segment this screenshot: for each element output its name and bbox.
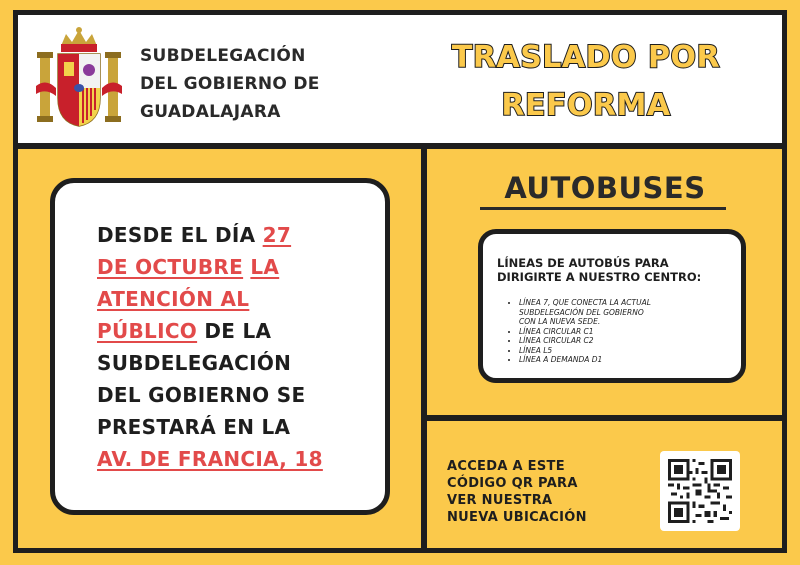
notice-highlight-a: ATENCIÓN AL bbox=[97, 287, 250, 311]
notice-part1: DESDE EL DÍA bbox=[97, 223, 263, 247]
notice-line-5: SUBDELEGACIÓN bbox=[97, 351, 292, 375]
notice-card bbox=[50, 178, 390, 515]
agency-line-1: SUBDELEGACIÓN bbox=[140, 46, 306, 66]
notice-text bbox=[97, 219, 367, 475]
bus-line-item bbox=[519, 298, 733, 327]
notice-article: LA bbox=[250, 255, 280, 279]
bus-line-item bbox=[519, 327, 733, 337]
bus-line-7-text-2: SUBDELEGACIÓN DEL GOBIERNO bbox=[519, 307, 644, 317]
buses-title: AUTOBUSES bbox=[504, 171, 706, 205]
qr-instructions bbox=[447, 458, 647, 526]
bus-line-c1: • LÍNEA CIRCULAR C1 bbox=[519, 326, 594, 336]
bus-heading-line-1: LÍNEAS DE AUTOBÚS PARA bbox=[497, 256, 669, 270]
bus-line-item bbox=[519, 346, 733, 356]
qr-line-4: NUEVA UBICACIÓN bbox=[447, 510, 587, 525]
bus-line-c2: • LÍNEA CIRCULAR C2 bbox=[519, 336, 594, 345]
bus-line-l5: • LÍNEA L5 bbox=[519, 345, 553, 355]
bus-line-7-text-3: CON LA NUEVA SEDE. bbox=[519, 317, 601, 326]
qr-line-3: VER NUESTRA bbox=[447, 493, 553, 508]
notice-line-3 bbox=[97, 283, 367, 315]
notice-date-month: DE OCTUBRE bbox=[97, 255, 244, 279]
bus-line-7-text-1: • LÍNEA 7, QUE CONECTA LA ACTUAL bbox=[519, 298, 651, 307]
poster-title bbox=[396, 34, 776, 130]
qr-code[interactable] bbox=[660, 451, 740, 531]
notice-line-8 bbox=[97, 443, 367, 475]
bus-line-item bbox=[519, 355, 733, 365]
divider-vertical bbox=[421, 147, 427, 553]
title-line-2: REFORMA bbox=[501, 88, 671, 123]
notice-line-6: DEL GOBIERNO SE bbox=[97, 383, 306, 407]
divider-horizontal-right bbox=[421, 415, 787, 421]
coat-of-arms-icon bbox=[34, 26, 124, 132]
bus-line-item bbox=[519, 336, 733, 346]
bus-line-d1: • LÍNEA A DEMANDA D1 bbox=[519, 355, 603, 364]
qr-line-1: ACCEDA A ESTE bbox=[447, 459, 565, 474]
notice-line-2 bbox=[97, 251, 367, 283]
qr-code-icon bbox=[668, 459, 732, 523]
bus-lines-card bbox=[478, 229, 746, 383]
bus-lines-list bbox=[519, 298, 733, 365]
notice-line-7: PRESTARÁ EN LA bbox=[97, 415, 291, 439]
notice-address: AV. DE FRANCIA, 18 bbox=[97, 447, 323, 471]
title-line-1: TRASLADO POR bbox=[451, 40, 721, 75]
notice-date-day: 27 bbox=[262, 223, 292, 247]
agency-name bbox=[140, 42, 380, 126]
notice-line-4 bbox=[97, 315, 367, 347]
notice-highlight-b: PÚBLICO bbox=[97, 319, 198, 343]
divider-horizontal bbox=[13, 143, 787, 149]
bus-lines-heading bbox=[497, 256, 737, 284]
notice-part2: DE LA bbox=[197, 319, 272, 343]
agency-line-2: DEL GOBIERNO DE bbox=[140, 74, 320, 94]
notice-line-1 bbox=[97, 219, 367, 251]
bus-heading-line-2: DIRIGIRTE A NUESTRO CENTRO: bbox=[497, 270, 702, 284]
qr-line-2: CÓDIGO QR PARA bbox=[447, 476, 578, 491]
agency-line-3: GUADALAJARA bbox=[140, 102, 281, 122]
buses-title-underline bbox=[480, 207, 726, 210]
